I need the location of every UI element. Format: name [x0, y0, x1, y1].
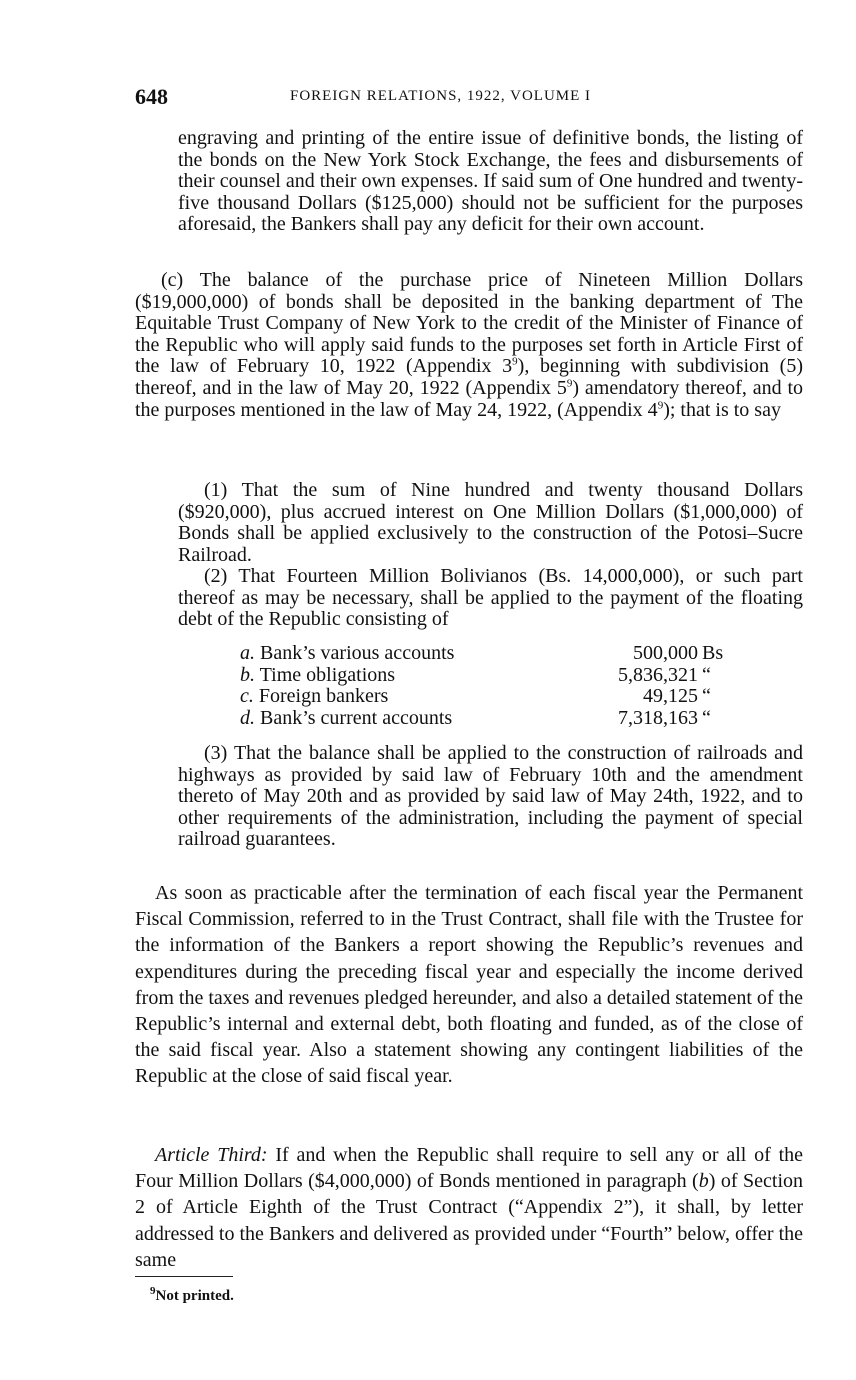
article-third-letter: b: [698, 1170, 709, 1193]
running-head: FOREIGN RELATIONS, 1922, VOLUME I: [290, 88, 592, 104]
debt-item-label: d. Bank’s current accounts: [240, 706, 453, 729]
footnote-marker: 9: [150, 1285, 156, 1297]
debt-item-amount: 7,318,163: [618, 706, 698, 729]
debt-item-label: b. Time obligations: [240, 663, 396, 686]
table-row: [240, 708, 730, 730]
page-number: 648: [135, 84, 168, 109]
table-row: [240, 665, 730, 687]
subparagraph-1: (1) That the sum of Nine hundred and twenty thousand Dollars ($920,000), plus accrued interest on One Million Dollars ($1,000,000) of Bonds shall be applied exclusively to the construction of the Potosi–Sucre Railroad.: [178, 479, 803, 566]
debt-item-unit: “: [702, 706, 711, 729]
article-third-text-1: If and when the Republic shall require to sell any or all of the Four Million Dollars ($4,000,000) of Bonds mentioned in paragraph (: [135, 1144, 804, 1193]
footnote-ref: 9: [566, 377, 573, 390]
paragraph-continuation: engraving and printing of the entire issue of definitive bonds, the listing of the bonds on the New York Stock Exchange, the fees and disbursements of their counsel and their own expenses. If said sum of One hundred and twenty-five thousand Dollars ($125,000) should not be sufficient for the purposes aforesaid, the Bankers shall pay any deficit for their own account.: [178, 127, 803, 236]
footnote-ref: 9: [657, 398, 664, 411]
debt-item-label: c. Foreign bankers: [240, 685, 389, 708]
paragraph-c-text-3: ) amendatory thereof, and to the purposes mentioned in the law of May 24, 1922, (Appendix 4: [135, 376, 803, 421]
paragraph-c-text-4: ); that is to say: [663, 398, 781, 421]
footnote: [150, 1285, 234, 1305]
footnote-divider: [135, 1276, 233, 1277]
debt-item-label: a. Bank’s various accounts: [240, 642, 455, 664]
table-row: [240, 643, 730, 665]
paragraph-c-label: (c): [161, 269, 184, 291]
paragraph-fiscal-report: As soon as practicable after the termination of each fiscal year the Permanent Fiscal Commission, referred to in the Trust Contract, shall file with the Trustee for the information of the Bankers a report showing the Republic’s revenues and expenditures during the preceding fiscal year and especially the income derived from the taxes and revenues pledged hereunder, and also a detailed statement of the Republic’s internal and external debt, both floating and funded, as of the close of the said fiscal year. Also a statement showing any contingent liabilities of the Republic at the close of said fiscal year.: [135, 882, 803, 1088]
subparagraph-3: (3) That the balance shall be applied to the construction of railroads and highways as provided by said law of February 10th and the amendment thereto of May 20th and as provided by said law of May 24th, 1922, and to other requirements of the administration, including the payment of special railroad guarantees.: [178, 742, 803, 851]
page-header: [135, 84, 803, 110]
article-third-label: Article Third:: [155, 1144, 268, 1166]
debt-item-unit: “: [702, 685, 711, 708]
debt-item-unit: Bs: [702, 642, 724, 664]
subparagraph-2: (2) That Fourteen Million Bolivianos (Bs. 14,000,000), or such part thereof as may be necessary, shall be applied to the payment of the floating debt of the Republic consisting of: [178, 565, 803, 631]
table-row: [240, 686, 730, 708]
floating-debt-table: [240, 643, 730, 729]
paragraph-c-text-1: The balance of the purchase price of Nineteen Million Dollars ($19,000,000) of bonds shall be deposited in the banking department of The Equitable Trust Company of New York to the credit of the Minister of Finance of the Republic who will apply said funds to the purposes set forth in Article First of the law of February 10, 1922 (Appendix 3: [135, 269, 803, 378]
paragraph-article-third: [135, 1142, 803, 1273]
paragraph-c: [135, 270, 803, 421]
footnote-ref: 9: [512, 355, 518, 368]
article-third-text-2: ) of Section 2 of Article Eighth of the Trust Contract (“Appendix 2”), it shall, by letter addressed to the Bankers and delivered as provided under “Fourth” below, offer the same: [135, 1170, 803, 1271]
debt-item-unit: “: [702, 663, 711, 686]
debt-item-amount: 5,836,321: [618, 663, 698, 686]
debt-item-amount: 500,000: [633, 642, 698, 664]
debt-item-amount: 49,125: [643, 685, 698, 708]
footnote-text: Not printed.: [155, 1288, 234, 1304]
paragraph-c-text-2: ), beginning with subdivision (5) thereof, and in the law of May 20, 1922 (Appendix 5: [135, 355, 803, 399]
